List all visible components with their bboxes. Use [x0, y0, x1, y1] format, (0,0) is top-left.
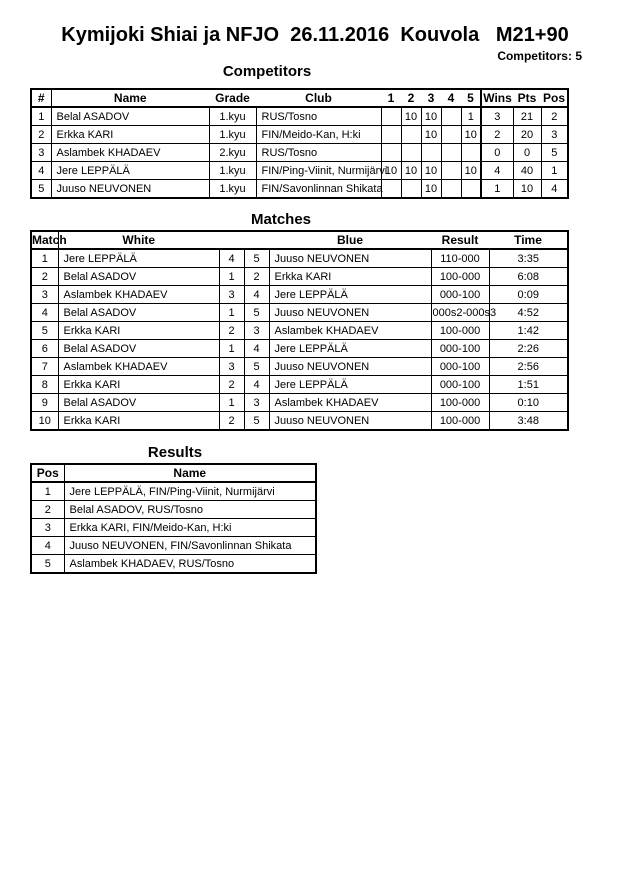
white-name: Belal ASADOV	[58, 268, 219, 286]
result-name: Erkka KARI, FIN/Meido-Kan, H:ki	[64, 519, 316, 537]
competitor-club: FIN/Ping-Viinit, Nurmijärvi	[256, 162, 381, 180]
col-header-round-5: 5	[461, 89, 481, 107]
score-cell: 10	[461, 162, 481, 180]
blue-name: Aslambek KHADAEV	[269, 322, 431, 340]
col-header-grade: Grade	[209, 89, 256, 107]
white-seed: 2	[219, 412, 244, 431]
white-name: Erkka KARI	[58, 376, 219, 394]
blue-seed: 2	[244, 268, 269, 286]
result-name: Jere LEPPÄLÄ, FIN/Ping-Viinit, Nurmijärvi	[64, 482, 316, 501]
match-result: 000-100	[431, 376, 489, 394]
matches-section-heading: Matches	[250, 211, 312, 228]
blue-name: Jere LEPPÄLÄ	[269, 286, 431, 304]
table-row	[31, 107, 568, 126]
competitor-grade: 1.kyu	[209, 107, 256, 126]
match-result: 110-000	[431, 249, 489, 268]
competitor-number: 4	[31, 162, 51, 180]
pos-cell: 1	[541, 162, 568, 180]
pts-cell: 0	[513, 144, 541, 162]
competitor-grade: 1.kyu	[209, 162, 256, 180]
result-name: Belal ASADOV, RUS/Tosno	[64, 501, 316, 519]
table-header-row	[31, 231, 568, 249]
table-row	[31, 304, 568, 322]
blue-seed: 5	[244, 249, 269, 268]
col-header-name: Name	[51, 89, 209, 107]
blue-name: Aslambek KHADAEV	[269, 394, 431, 412]
col-header-pos: Pos	[541, 89, 568, 107]
col-header-round-2: 2	[401, 89, 421, 107]
result-name: Aslambek KHADAEV, RUS/Tosno	[64, 555, 316, 574]
table-row	[31, 268, 568, 286]
match-time: 1:42	[489, 322, 568, 340]
score-cell: 10	[421, 180, 441, 199]
score-cell: 10	[421, 107, 441, 126]
blue-name: Juuso NEUVONEN	[269, 304, 431, 322]
score-cell	[441, 180, 461, 199]
table-row	[31, 482, 316, 501]
competitor-name: Aslambek KHADAEV	[51, 144, 209, 162]
wins-cell: 4	[481, 162, 513, 180]
competitors-section-heading: Competitors	[222, 63, 312, 80]
match-time: 6:08	[489, 268, 568, 286]
col-header-pos: Pos	[31, 464, 64, 482]
competitor-grade: 1.kyu	[209, 180, 256, 199]
table-row	[31, 358, 568, 376]
col-header-club: Club	[256, 89, 381, 107]
competitor-number: 3	[31, 144, 51, 162]
score-cell	[441, 144, 461, 162]
competitor-name: Erkka KARI	[51, 126, 209, 144]
competitors-count-label: Competitors: 5	[497, 49, 582, 63]
blue-seed: 3	[244, 394, 269, 412]
table-row	[31, 555, 316, 574]
match-number: 7	[31, 358, 58, 376]
pts-cell: 20	[513, 126, 541, 144]
match-result: 000-100	[431, 340, 489, 358]
white-name: Aslambek KHADAEV	[58, 286, 219, 304]
table-row	[31, 249, 568, 268]
competitor-club: RUS/Tosno	[256, 144, 381, 162]
col-header-round-1: 1	[381, 89, 401, 107]
blue-seed: 5	[244, 304, 269, 322]
white-name: Erkka KARI	[58, 322, 219, 340]
table-row	[31, 394, 568, 412]
col-header-result: Result	[431, 231, 489, 249]
score-cell	[401, 126, 421, 144]
match-number: 6	[31, 340, 58, 358]
competitor-club: FIN/Meido-Kan, H:ki	[256, 126, 381, 144]
blue-name: Juuso NEUVONEN	[269, 412, 431, 431]
blue-name: Juuso NEUVONEN	[269, 249, 431, 268]
col-header-pts: Pts	[513, 89, 541, 107]
white-seed: 3	[219, 358, 244, 376]
col-header-blue: Blue	[269, 231, 431, 249]
match-number: 10	[31, 412, 58, 431]
score-cell: 10	[421, 162, 441, 180]
competitor-number: 1	[31, 107, 51, 126]
table-row	[31, 376, 568, 394]
score-cell	[441, 126, 461, 144]
score-cell	[421, 144, 441, 162]
score-cell	[381, 126, 401, 144]
match-result: 000s2-000s3	[431, 304, 489, 322]
white-seed: 1	[219, 268, 244, 286]
white-seed: 4	[219, 249, 244, 268]
white-seed: 1	[219, 304, 244, 322]
white-seed: 2	[219, 322, 244, 340]
col-header-blue-number	[244, 231, 269, 249]
page-title: Kymijoki Shiai ja NFJO 26.11.2016 Kouvola M21+90	[61, 24, 569, 46]
match-result: 100-000	[431, 412, 489, 431]
result-pos: 3	[31, 519, 64, 537]
competitor-number: 2	[31, 126, 51, 144]
match-time: 3:48	[489, 412, 568, 431]
score-cell	[381, 180, 401, 199]
competitor-grade: 1.kyu	[209, 126, 256, 144]
score-cell	[401, 180, 421, 199]
match-time: 3:35	[489, 249, 568, 268]
pos-cell: 3	[541, 126, 568, 144]
blue-name: Jere LEPPÄLÄ	[269, 376, 431, 394]
results-table	[30, 463, 317, 574]
match-result: 100-000	[431, 394, 489, 412]
table-row	[31, 286, 568, 304]
blue-name: Erkka KARI	[269, 268, 431, 286]
match-result: 100-000	[431, 268, 489, 286]
wins-cell: 3	[481, 107, 513, 126]
table-header-row	[31, 89, 568, 107]
match-time: 1:51	[489, 376, 568, 394]
score-cell: 1	[461, 107, 481, 126]
match-result: 100-000	[431, 322, 489, 340]
result-name: Juuso NEUVONEN, FIN/Savonlinnan Shikata	[64, 537, 316, 555]
competitor-number: 5	[31, 180, 51, 199]
match-result: 000-100	[431, 358, 489, 376]
competitor-name: Belal ASADOV	[51, 107, 209, 126]
table-row	[31, 144, 568, 162]
white-name: Belal ASADOV	[58, 394, 219, 412]
pts-cell: 10	[513, 180, 541, 199]
col-header-time: Time	[489, 231, 568, 249]
white-seed: 2	[219, 376, 244, 394]
score-cell: 10	[401, 162, 421, 180]
blue-seed: 4	[244, 286, 269, 304]
wins-cell: 1	[481, 180, 513, 199]
score-cell: 10	[421, 126, 441, 144]
score-cell	[381, 144, 401, 162]
score-cell: 10	[401, 107, 421, 126]
score-cell: 10	[461, 126, 481, 144]
col-header-round-4: 4	[441, 89, 461, 107]
table-row	[31, 126, 568, 144]
score-cell: 10	[381, 162, 401, 180]
blue-name: Jere LEPPÄLÄ	[269, 340, 431, 358]
table-row	[31, 412, 568, 431]
blue-name: Juuso NEUVONEN	[269, 358, 431, 376]
match-number: 3	[31, 286, 58, 304]
white-name: Aslambek KHADAEV	[58, 358, 219, 376]
col-header-round-3: 3	[421, 89, 441, 107]
white-name: Erkka KARI	[58, 412, 219, 431]
col-header-white-number	[219, 231, 244, 249]
result-pos: 1	[31, 482, 64, 501]
score-cell	[461, 144, 481, 162]
white-name: Jere LEPPÄLÄ	[58, 249, 219, 268]
pos-cell: 4	[541, 180, 568, 199]
white-seed: 1	[219, 394, 244, 412]
col-header-white: White	[58, 231, 219, 249]
white-seed: 3	[219, 286, 244, 304]
col-header-wins: Wins	[481, 89, 513, 107]
match-time: 2:56	[489, 358, 568, 376]
table-row	[31, 162, 568, 180]
competitor-name: Juuso NEUVONEN	[51, 180, 209, 199]
blue-seed: 4	[244, 340, 269, 358]
score-cell	[441, 107, 461, 126]
result-pos: 2	[31, 501, 64, 519]
pts-cell: 21	[513, 107, 541, 126]
table-row	[31, 501, 316, 519]
results-section-heading: Results	[147, 444, 203, 461]
match-number: 4	[31, 304, 58, 322]
match-result: 000-100	[431, 286, 489, 304]
match-number: 9	[31, 394, 58, 412]
table-row	[31, 537, 316, 555]
matches-table	[30, 230, 569, 431]
blue-seed: 4	[244, 376, 269, 394]
match-time: 2:26	[489, 340, 568, 358]
competitor-name: Jere LEPPÄLÄ	[51, 162, 209, 180]
match-time: 4:52	[489, 304, 568, 322]
competitors-table	[30, 88, 569, 199]
match-number: 2	[31, 268, 58, 286]
blue-seed: 3	[244, 322, 269, 340]
pos-cell: 2	[541, 107, 568, 126]
match-number: 1	[31, 249, 58, 268]
match-number: 8	[31, 376, 58, 394]
white-name: Belal ASADOV	[58, 304, 219, 322]
table-row	[31, 180, 568, 199]
white-name: Belal ASADOV	[58, 340, 219, 358]
result-pos: 5	[31, 555, 64, 574]
table-header-row	[31, 464, 316, 482]
col-header-match: Match	[32, 233, 67, 247]
white-seed: 1	[219, 340, 244, 358]
blue-seed: 5	[244, 358, 269, 376]
match-time: 0:10	[489, 394, 568, 412]
pts-cell: 40	[513, 162, 541, 180]
table-row	[31, 519, 316, 537]
col-header-number: #	[31, 89, 51, 107]
competitor-club: RUS/Tosno	[256, 107, 381, 126]
table-row	[31, 340, 568, 358]
score-cell	[441, 162, 461, 180]
score-cell	[381, 107, 401, 126]
match-time: 0:09	[489, 286, 568, 304]
score-cell	[401, 144, 421, 162]
pos-cell: 5	[541, 144, 568, 162]
competitor-club: FIN/Savonlinnan Shikata	[256, 180, 381, 199]
result-pos: 4	[31, 537, 64, 555]
match-number: 5	[31, 322, 58, 340]
score-cell	[461, 180, 481, 199]
wins-cell: 0	[481, 144, 513, 162]
wins-cell: 2	[481, 126, 513, 144]
table-row	[31, 322, 568, 340]
col-header-name: Name	[64, 464, 316, 482]
blue-seed: 5	[244, 412, 269, 431]
competitor-grade: 2.kyu	[209, 144, 256, 162]
